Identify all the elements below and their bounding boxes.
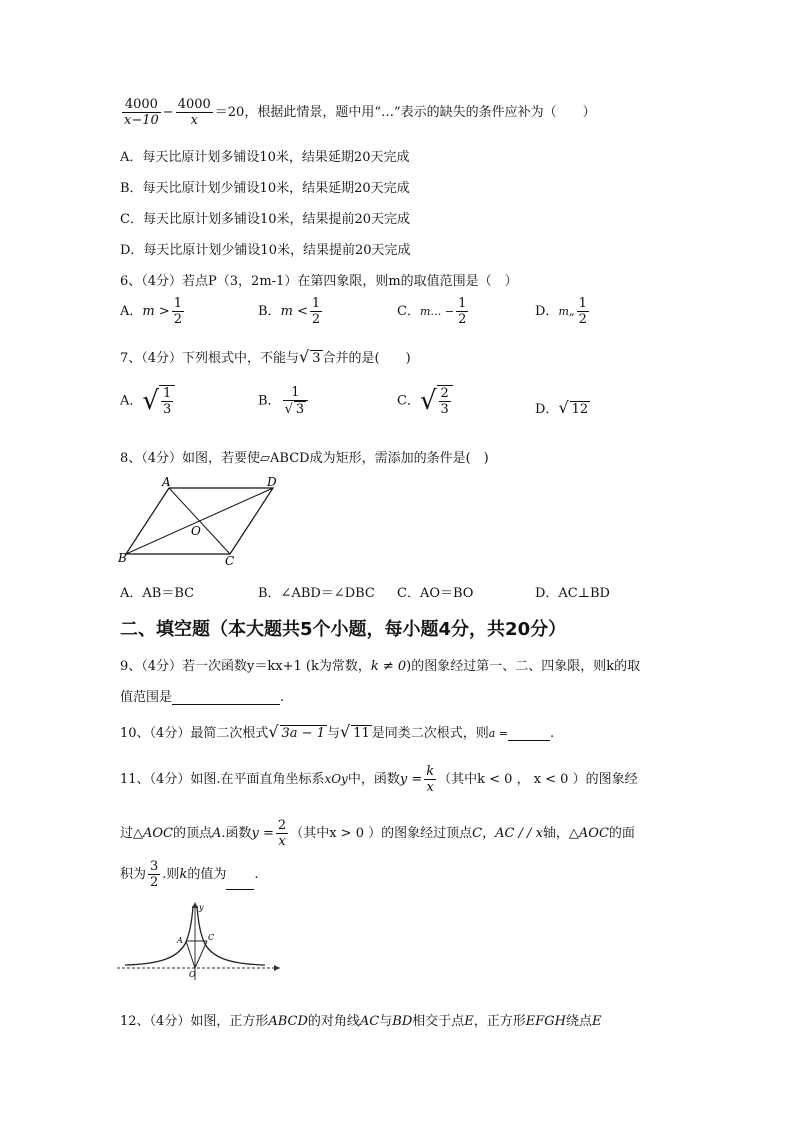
label-y: y	[199, 903, 204, 912]
q12-line: 12、（4分）如图，正方形ABCD的对角线AC与BD相交于点E，正方形EFGH绕点E	[120, 1014, 602, 1029]
q11-line-2: 过△AOC的顶点A.函数y = $\frac{2}{x}$ （其中x > 0 ）的图象经过顶点C，AC / / x轴，△AOC的面	[120, 818, 635, 849]
q7-stem: 7、（4分）下列根式中，不能与√ 3 合并的是( )	[120, 347, 411, 366]
fraction: $\frac{1}{2}$	[458, 296, 467, 327]
q7-option-b: B． $\frac{1}{√ 3}$	[258, 385, 310, 417]
hyperbola-figure	[115, 898, 285, 983]
answer-blank[interactable]	[172, 690, 280, 705]
label-o: O	[189, 970, 196, 979]
segment-ao	[186, 941, 195, 968]
curve-k-over-x	[125, 906, 193, 965]
radical-sign: √	[340, 722, 351, 741]
q8-option-d: D．AC⊥BD	[535, 586, 610, 601]
radical-sign: √	[268, 722, 279, 741]
radical-sign: √	[419, 386, 437, 416]
q6-stem: 6、（4分）若点P（3，2m-1）在第四象限，则m的取值范围是（ ）	[120, 274, 518, 289]
label-c: C	[208, 933, 215, 942]
fraction: $\frac{1}{2}$	[578, 296, 587, 327]
label-d: D	[267, 475, 277, 489]
answer-blank[interactable]	[508, 726, 550, 741]
q6-option-b: B．m < $\frac{1}{2}$	[258, 296, 321, 327]
fraction: $\frac{2}{x}$	[277, 818, 287, 849]
label-a: A	[162, 475, 171, 489]
q5-fraction-2: $\frac{4000}{x}$	[177, 97, 211, 128]
q7-option-c: C．√ $\frac{2}{3}$	[397, 385, 455, 417]
label-o: O	[191, 524, 201, 538]
fraction: $\frac{1}{√ 3}$	[283, 385, 309, 417]
radical-sign: √	[142, 386, 159, 416]
section-heading: 二、填空题（本大题共5个小题，每小题4分，共20分）	[120, 619, 567, 640]
answer-blank[interactable]	[226, 875, 254, 890]
q9-line-1: 9、（4分）若一次函数y＝kx+1 (k为常数，k ≠ 0)的图象经过第一、二、四象限，则k的取	[120, 659, 641, 674]
fraction: $\frac{1}{2}$	[173, 296, 183, 327]
radical-sign: √	[299, 347, 310, 366]
q9-line-2: 值范围是 .	[120, 690, 285, 705]
q5-option-c: C．每天比原计划多铺设10米，结果提前20天完成	[120, 212, 411, 227]
fraction: $\frac{1}{2}$	[311, 296, 321, 327]
q6-option-c: C．m… − $\frac{1}{2}$	[397, 296, 467, 327]
radical-sign: √	[558, 398, 569, 417]
q5-option-a: A．每天比原计划多铺设10米，结果延期20天完成	[120, 150, 410, 165]
label-a: A	[177, 936, 183, 945]
label-c: C	[225, 554, 235, 568]
radical-sign: √	[284, 402, 293, 417]
fraction: $\frac{2}{3}$	[437, 385, 453, 417]
q5-question-text: ＝20，根据此情景，题中用“…”表示的缺失的条件应补为（ ）	[214, 105, 596, 120]
segment-co	[195, 941, 207, 968]
q5-option-d: D．每天比原计划少铺设10米，结果提前20天完成	[120, 243, 411, 258]
fraction: $\frac{k}{x}$	[426, 764, 435, 795]
fraction: $\frac{3}{2}$	[150, 859, 159, 890]
x-axis-arrow-icon	[274, 965, 280, 971]
q8-option-b: B．∠ABD＝∠DBC	[258, 586, 375, 601]
q11-line-1: 11、（4分）如图.在平面直角坐标系xOy中，函数y = $\frac{k}{x}$ （其中k < 0 ， x < 0 ）的图象经	[120, 764, 638, 795]
fraction: $\frac{1}{3}$	[159, 385, 175, 417]
q8-option-c: C．AO＝BO	[397, 586, 474, 601]
minus-sign: −	[162, 105, 174, 120]
q6-option-a: A．m > $\frac{1}{2}$	[120, 296, 183, 327]
q6-option-d: D．m„ $\frac{1}{2}$	[535, 296, 587, 327]
q5-fraction-1: $\frac{4000}{x-10}$	[124, 97, 159, 128]
label-b: B	[118, 551, 127, 565]
q8-option-a: A．AB＝BC	[120, 586, 195, 601]
parallelogram-figure	[115, 472, 285, 572]
q5-equation-line	[120, 97, 596, 128]
q8-stem: 8、（4分）如图，若要使▱ABCD成为矩形，需添加的条件是( )	[120, 451, 489, 466]
q7-option-d: D．√ 12	[535, 398, 589, 417]
q11-line-3: 积为 $\frac{3}{2}$ .则k的值为 .	[120, 859, 259, 890]
q5-option-b: B．每天比原计划少铺设10米，结果延期20天完成	[120, 181, 410, 196]
q7-option-a: A．√ $\frac{1}{3}$	[120, 385, 177, 417]
q10-line: 10、（4分）最简二次根式√ 3a − 1 与√ 11 是同类二次根式，则a = .	[120, 722, 555, 741]
